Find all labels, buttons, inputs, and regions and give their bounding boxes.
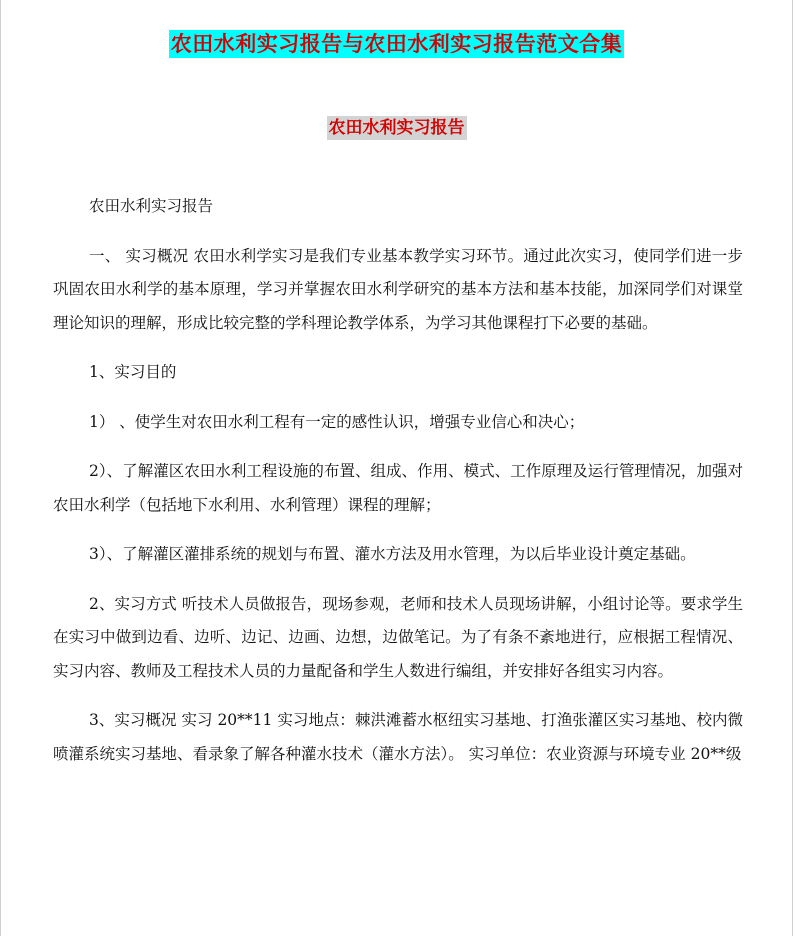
paragraph-purpose-2: 2）、了解灌区农田水利工程设施的布置、组成、作用、模式、工作原理及运行管理情况，加强对农田水利学（包括地下水利用、水利管理）课程的理解； — [53, 462, 743, 514]
document-body — [53, 190, 743, 787]
main-title-container — [1, 30, 792, 58]
paragraph-overview: 一、 实习概况 农田水利学实习是我们专业基本教学实习环节。通过此次实习，使同学们进一步巩固农田水利学的基本原理，学习并掌握农田水利学研究的基本方法和基本技能，加深同学们对课堂理论知识的理解，形成比较完整的学科理论教学体系，为学习其他课程打下必要的基础。 — [53, 246, 743, 332]
paragraph-purpose-1: 1） 、使学生对农田水利工程有一定的感性认识，增强专业信心和决心； — [89, 412, 585, 431]
main-title: 农田水利实习报告与农田水利实习报告范文合集 — [170, 32, 623, 56]
paragraph-heading: 农田水利实习报告 — [89, 197, 214, 215]
sub-title-container — [1, 116, 792, 140]
paragraph-summary: 3、实习概况 实习 20**11 实习地点：棘洪滩蓄水枢纽实习基地、打渔张灌区实习基地、校内微喷灌系统实习基地、看录象了解各种灌水技术（灌水方法）。 实习单位：农业资源与环境专业 20**级 — [53, 711, 743, 763]
sub-title: 农田水利实习报告 — [328, 118, 465, 138]
paragraph-purpose-heading: 1、实习目的 — [89, 363, 177, 381]
paragraph-method: 2、实习方式 听技术人员做报告，现场参观，老师和技术人员现场讲解，小组讨论等。要求学生在实习中做到边看、边听、边记、边画、边想，边做笔记。为了有条不紊地进行，应根据工程情况、实习内容、教师及工程技术人员的力量配备和学生人数进行编组，并安排好各组实习内容。 — [53, 594, 743, 680]
paragraph-purpose-3: 3）、了解灌区灌排系统的规划与布置、灌水方法及用水管理，为以后毕业设计奠定基础。 — [89, 545, 696, 563]
